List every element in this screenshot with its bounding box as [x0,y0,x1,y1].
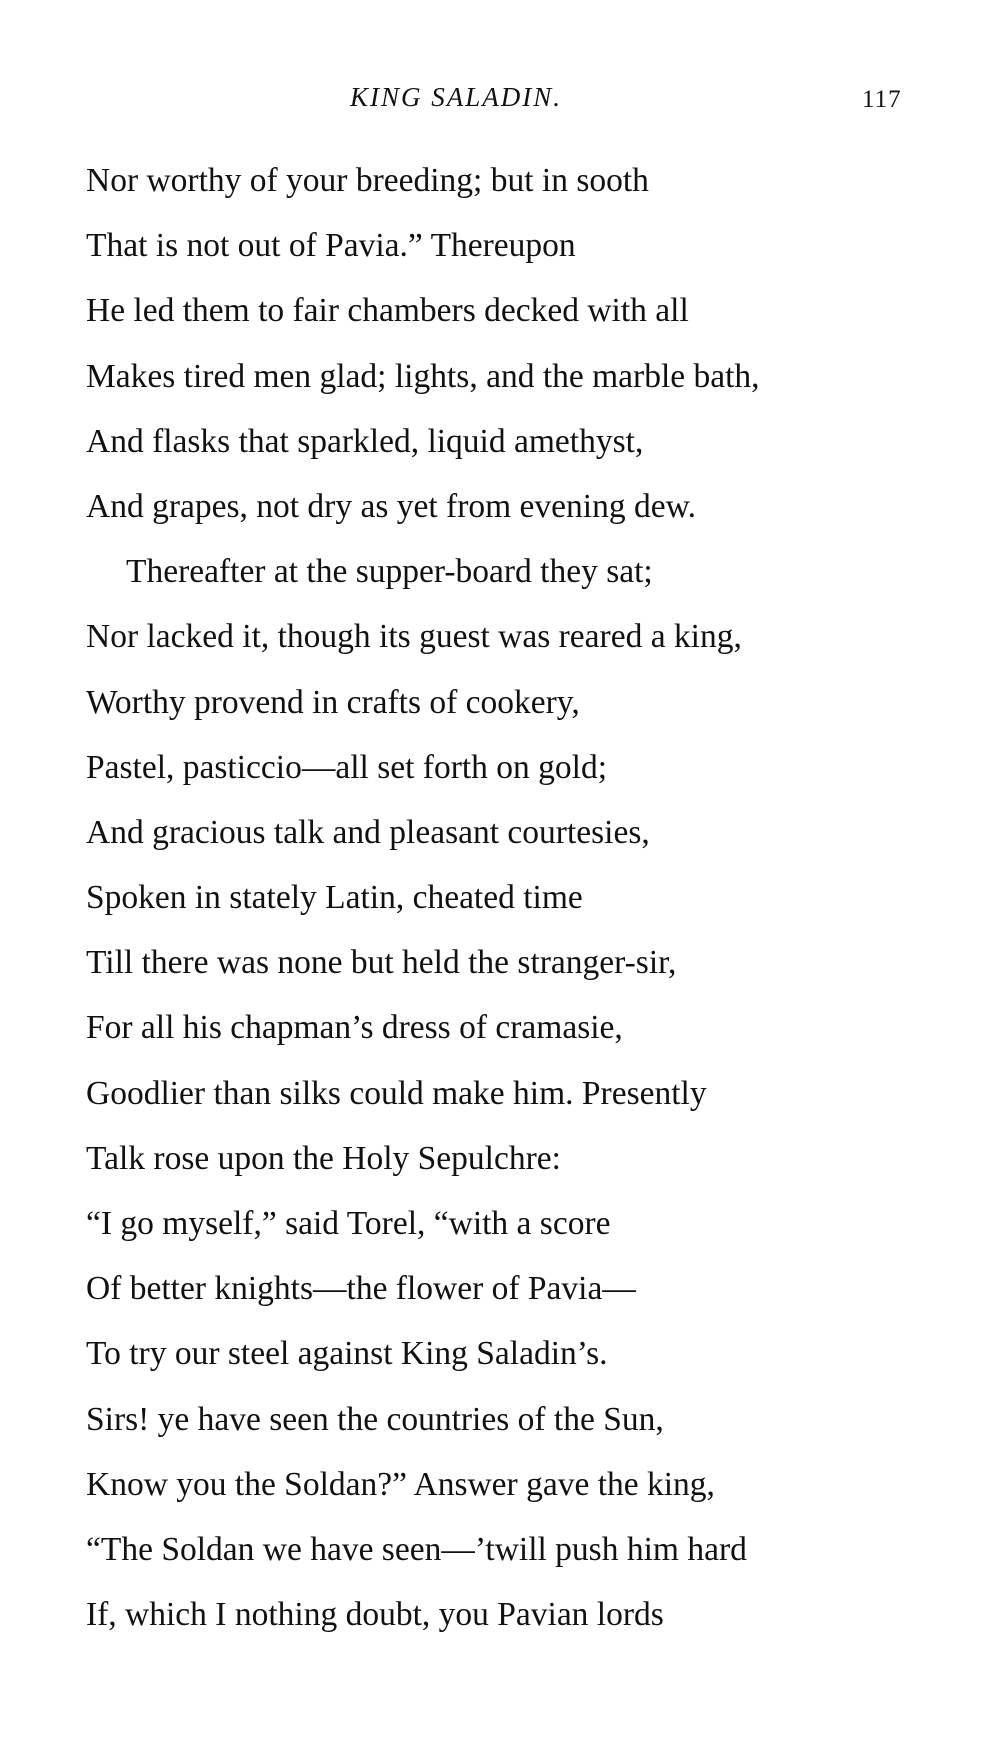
verse-line: Makes tired men glad; lights, and the marble bath, [86,357,760,395]
verse-line: Nor worthy of your breeding; but in sooth [86,162,649,199]
verse-line: To try our steel against King Saladin’s. [86,1335,608,1373]
running-head [0,82,1000,122]
verse-line: Know you the Soldan?” Answer gave the king, [86,1465,715,1503]
verse-line: That is not out of Pavia.” Thereupon [86,227,576,265]
verse-line: Sirs! ye have seen the countries of the Sun, [86,1400,664,1438]
verse-line: Till there was none but held the stranger-sir, [86,944,677,982]
verse-line: Talk rose upon the Holy Sepulchre: [86,1139,561,1177]
verse-line: For all his chapman’s dress of cramasie, [86,1009,623,1047]
verse-line: “I go myself,” said Torel, “with a score [86,1205,611,1242]
verse-line: Goodlier than silks could make him. Presently [86,1074,707,1112]
page-number: 117 [862,86,902,113]
verse-line: He led them to fair chambers decked with all [86,292,689,330]
verse-line: Spoken in stately Latin, cheated time [86,879,583,917]
verse-line: If, which I nothing doubt, you Pavian lords [86,1596,664,1634]
running-title: KING SALADIN. [350,82,563,112]
verse-line: Worthy provend in crafts of cookery, [86,683,580,721]
verse-line: Of better knights—the flower of Pavia— [86,1270,636,1308]
verse-line: Nor lacked it, though its guest was reared a king, [86,618,742,656]
verse-line: And gracious talk and pleasant courtesies, [86,813,650,851]
verse-line: Pastel, pasticcio—all set forth on gold; [86,748,608,786]
poem-text [86,148,976,1647]
verse-line-stanza-start: Thereafter at the supper-board they sat; [126,553,653,591]
verse-line: And flasks that sparkled, liquid amethyst, [86,422,644,460]
verse-line: “The Soldan we have seen—’twill push him hard [86,1530,747,1568]
verse-line: And grapes, not dry as yet from evening dew. [86,487,696,525]
